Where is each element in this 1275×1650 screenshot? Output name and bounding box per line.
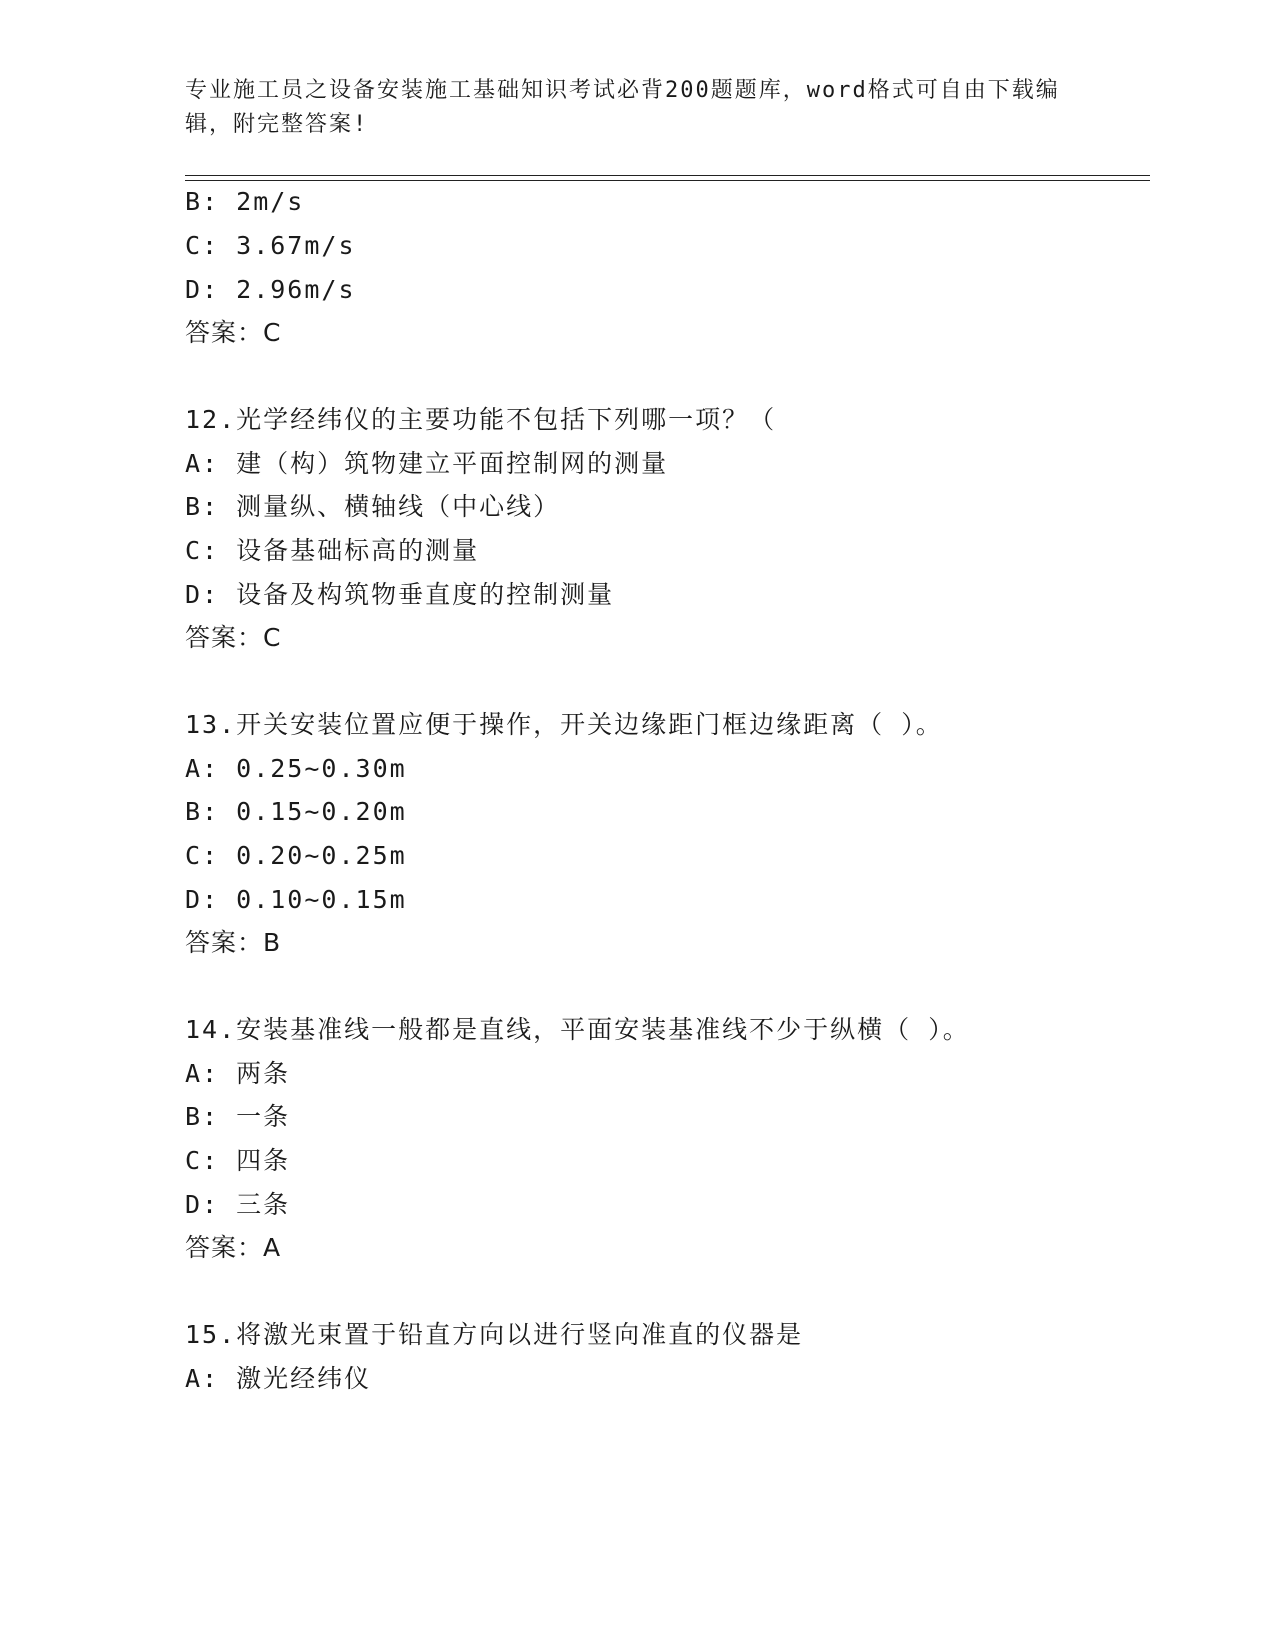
q13-answer: 答案：B xyxy=(185,928,282,957)
q11-option-d: D: 2.96m/s xyxy=(185,275,356,304)
q12-option-d: D: 设备及构筑物垂直度的控制测量 xyxy=(185,580,615,609)
q12-answer: 答案：C xyxy=(185,623,282,652)
q14-answer: 答案：A xyxy=(185,1233,282,1262)
q13-option-d: D: 0.10~0.15m xyxy=(185,885,407,914)
q11-answer: 答案：C xyxy=(185,318,282,347)
document-header: 专业施工员之设备安装施工基础知识考试必背200题题库，word格式可自由下载编辑，附完整答案! xyxy=(185,78,1060,137)
q15-option-a: A: 激光经纬仪 xyxy=(185,1364,372,1393)
q12-option-b: B: 测量纵、横轴线（中心线） xyxy=(185,492,561,521)
q11-option-b: B: 2m/s xyxy=(185,187,305,216)
q15-question: 15.将激光束置于铅直方向以进行竖向准直的仪器是 xyxy=(185,1320,804,1349)
q13-option-c: C: 0.20~0.25m xyxy=(185,841,407,870)
q12-question: 12.光学经纬仪的主要功能不包括下列哪一项？（ xyxy=(185,405,777,434)
q14-option-a: A: 两条 xyxy=(185,1059,291,1088)
q13-question: 13.开关安装位置应便于操作，开关边缘距门框边缘距离（ ）。 xyxy=(185,710,943,739)
q12-option-c: C: 设备基础标高的测量 xyxy=(185,536,480,565)
q13-option-a: A: 0.25~0.30m xyxy=(185,754,407,783)
header-divider-top xyxy=(185,175,1150,176)
q11-option-c: C: 3.67m/s xyxy=(185,231,356,260)
header-divider-bottom xyxy=(185,180,1150,181)
q12-option-a: A: 建（构）筑物建立平面控制网的测量 xyxy=(185,449,669,478)
q14-option-c: C: 四条 xyxy=(185,1146,291,1175)
q14-question: 14.安装基准线一般都是直线，平面安装基准线不少于纵横（ ）。 xyxy=(185,1015,970,1044)
q14-option-d: D: 三条 xyxy=(185,1190,291,1219)
q14-option-b: B: 一条 xyxy=(185,1102,291,1131)
q13-option-b: B: 0.15~0.20m xyxy=(185,797,407,826)
